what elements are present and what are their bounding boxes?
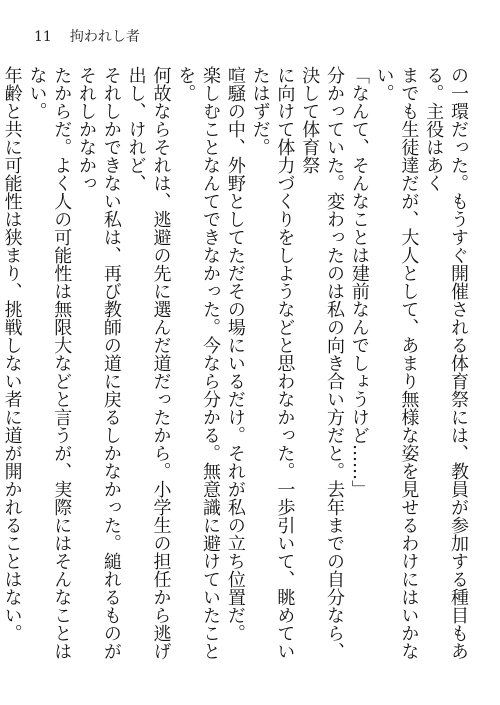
text-line: までも生徒達だが、大人として、あまり無様な姿を見せるわけにはいかない。: [373, 66, 420, 660]
vertical-body-text: [1, 66, 470, 666]
text-line: たからだ。よく人の可能性は無限大などと言うが、実際にはそんなことはない。: [26, 66, 73, 660]
text-line: それしかできない私は、再び教師の道に戻るしかなかった。縋れるものがそれしかなかっ: [76, 66, 122, 660]
text-line: 分かっていた。変わったのは私の向き合い方だと。去年までの自分なら、決して体育祭: [299, 66, 346, 660]
text-line: 何故ならそれは、逃避の先に選んだ道だったから。小学生の担任から逃げ出し、けれど、: [125, 66, 172, 660]
running-title: 拘われし者: [69, 29, 140, 45]
text-line: に向けて体力づくりをしようなどと思わなかった。一歩引いて、眺めていたはずだ。: [249, 66, 296, 660]
text-line: 「なんて、そんなことは建前なんでしょうけど……」: [348, 66, 370, 498]
text-line: の一環だった。もうすぐ開催される体育祭には、教員が参加する種目もある。主役はあく: [423, 66, 469, 660]
text-line: 喧騒の中、外野としてただその場にいるだけ。それが私の立ち位置だ。: [224, 66, 246, 642]
text-line: 楽しむことなんてできなかった。今なら分かる。無意識に避けていたことを。: [175, 66, 222, 660]
page-header: [34, 26, 140, 46]
text-line: 年齢と共に可能性は狭まり、挑戦しない者に道が開かれることはない。: [1, 66, 23, 642]
page-number: 11: [34, 29, 52, 45]
